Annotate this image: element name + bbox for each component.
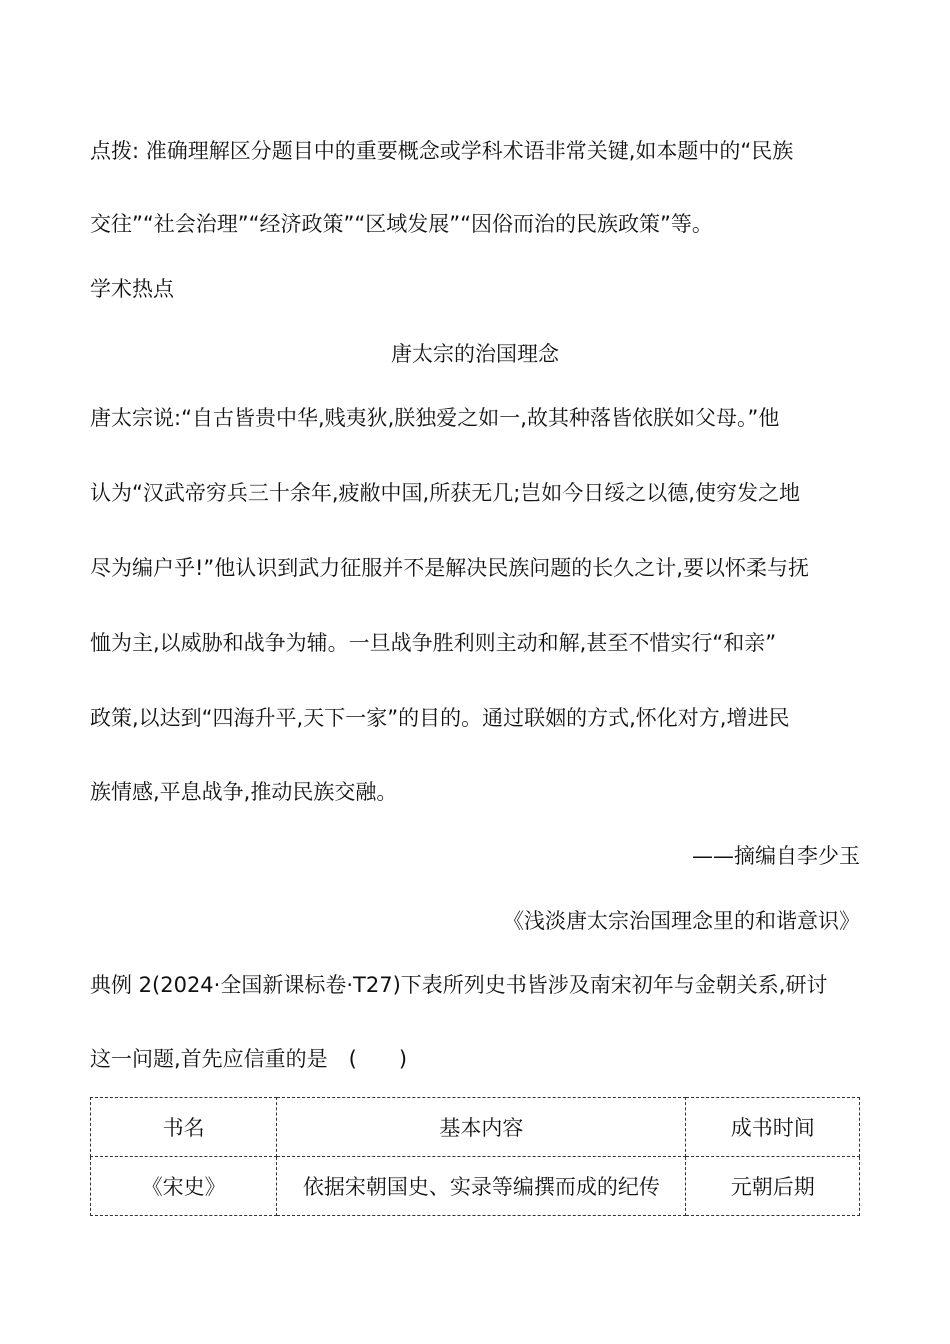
table-header-row: [91, 1098, 860, 1157]
history-books-table: [90, 1097, 860, 1216]
example-line-1: 典例 2(2024·全国新课标卷·T27)下表所列史书皆涉及南宋初年与金朝关系,研讨: [90, 973, 828, 997]
tip-line-2: 交往”“社会治理”“经济政策”“区域发展”“因俗而治的民族政策”等。: [90, 212, 713, 236]
tip-line-1: 点拨: 准确理解区分题目中的重要概念或学科术语非常关键,如本题中的“民族: [90, 139, 794, 163]
header-book-name: 书名: [91, 1098, 277, 1157]
article-line-3: 尽为编户乎!”他认识到武力征服并不是解决民族问题的长久之计,要以怀柔与抚: [90, 556, 809, 580]
article-line-4: 恤为主,以威胁和战争为辅。一旦战争胜利则主动和解,甚至不惜实行“和亲”: [90, 631, 777, 655]
cell-book-name: 《宋史》: [91, 1157, 277, 1216]
source-author: ——摘编自李少玉: [692, 844, 860, 868]
article-line-5: 政策,以达到“四海升平,天下一家”的目的。通过联姻的方式,怀化对方,增进民: [90, 706, 790, 730]
section-label: 学术热点: [90, 277, 174, 301]
source-title: 《浅淡唐太宗治国理念里的和谐意识》: [503, 909, 860, 933]
example-line-2: 这一问题,首先应信重的是 ( ): [90, 1047, 408, 1071]
cell-time: 元朝后期: [686, 1157, 860, 1216]
cell-content: 依据宋朝国史、实录等编撰而成的纪传: [277, 1157, 686, 1216]
table-row: [91, 1157, 860, 1216]
article-line-2: 认为“汉武帝穷兵三十余年,疲敝中国,所获无几;岂如今日绥之以德,使穷发之地: [90, 481, 800, 505]
article-line-6: 族情感,平息战争,推动民族交融。: [90, 780, 398, 804]
article-line-1: 唐太宗说:“自古皆贵中华,贱夷狄,朕独爱之如一,故其种落皆依朕如父母。”他: [90, 406, 780, 430]
header-content: 基本内容: [277, 1098, 686, 1157]
header-time: 成书时间: [686, 1098, 860, 1157]
article-title: 唐太宗的治国理念: [391, 342, 559, 366]
